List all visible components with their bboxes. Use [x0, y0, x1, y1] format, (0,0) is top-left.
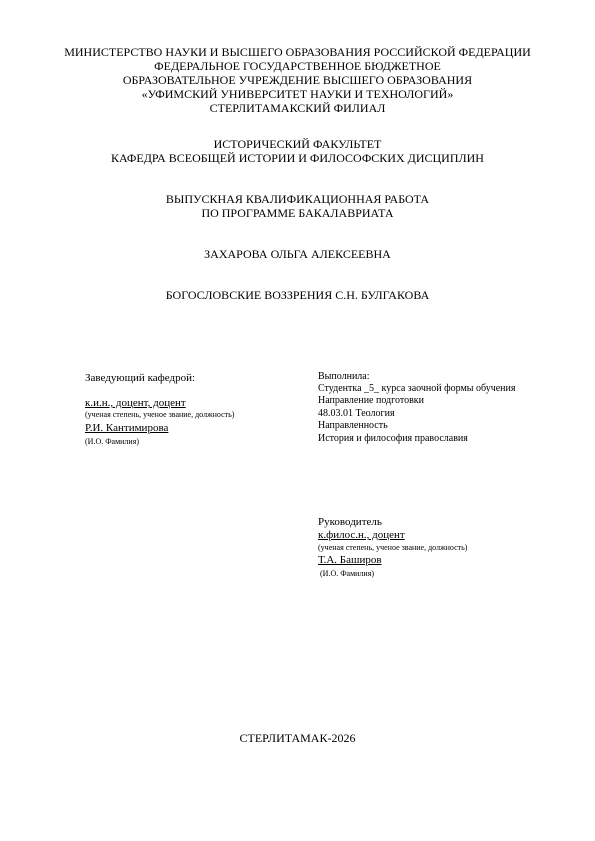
head-label: Заведующий кафедрой:: [85, 372, 196, 384]
header-line-institution: ОБРАЗОВАТЕЛЬНОЕ УЧРЕЖДЕНИЕ ВЫСШЕГО ОБРАЗОВАНИЯ: [122, 73, 473, 87]
student-course-line: Студентка _5_ курса заочной формы обучения: [318, 383, 516, 394]
supervisor-name: Т.А. Баширов: [318, 554, 382, 566]
head-degree: к.и.н., доцент, доцент: [85, 397, 186, 409]
department-name: КАФЕДРА ВСЕОБЩЕЙ ИСТОРИИ И ФИЛОСОФСКИХ ДИСЦИПЛИН: [111, 151, 484, 165]
supervisor-label: Руководитель: [318, 516, 382, 528]
supervisor-name-caption: (И.О. Фамилия): [320, 569, 375, 578]
head-name-caption: (И.О. Фамилия): [85, 437, 140, 446]
work-program: ПО ПРОГРАММЕ БАКАЛАВРИАТА: [201, 206, 394, 220]
direction-label: Направление подготовки: [318, 395, 425, 406]
supervisor-degree-caption: (ученая степень, ученое звание, должность): [318, 543, 468, 552]
performer-label: Выполнила:: [318, 371, 370, 382]
profile-name: История и философия православия: [318, 433, 468, 444]
head-degree-caption: (ученая степень, ученое звание, должность): [85, 410, 235, 419]
header-line-branch: СТЕРЛИТАМАКСКИЙ ФИЛИАЛ: [209, 101, 386, 115]
city-year: СТЕРЛИТАМАК-2026: [239, 731, 356, 745]
header-line-federal: ФЕДЕРАЛЬНОЕ ГОСУДАРСТВЕННОЕ БЮДЖЕТНОЕ: [154, 59, 441, 73]
direction-code: 48.03.01 Теология: [318, 408, 395, 419]
thesis-title: БОГОСЛОВСКИЕ ВОЗЗРЕНИЯ С.Н. БУЛГАКОВА: [165, 288, 430, 302]
head-name: Р.И. Кантимирова: [85, 422, 169, 434]
header-line-ministry: МИНИСТЕРСТВО НАУКИ И ВЫСШЕГО ОБРАЗОВАНИЯ РОССИЙСКОЙ ФЕДЕРАЦИИ: [64, 45, 531, 59]
author-name: ЗАХАРОВА ОЛЬГА АЛЕКСЕЕВНА: [204, 247, 391, 261]
faculty-name: ИСТОРИЧЕСКИЙ ФАКУЛЬТЕТ: [213, 137, 382, 151]
profile-label: Направленность: [318, 420, 388, 431]
work-type: ВЫПУСКНАЯ КВАЛИФИКАЦИОННАЯ РАБОТА: [165, 192, 430, 206]
header-line-university: «УФИМСКИЙ УНИВЕРСИТЕТ НАУКИ И ТЕХНОЛОГИЙ»: [141, 87, 454, 101]
supervisor-degree: к.филос.н., доцент: [318, 529, 405, 541]
